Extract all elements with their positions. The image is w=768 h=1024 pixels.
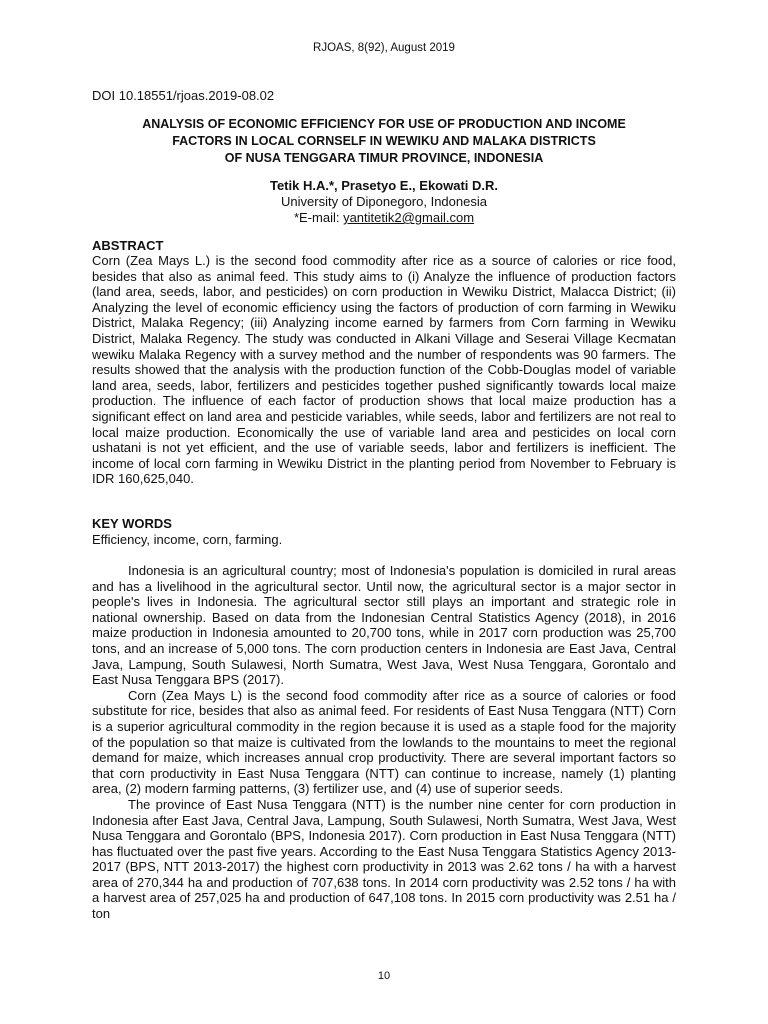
- title-line-1: ANALYSIS OF ECONOMIC EFFICIENCY FOR USE OF PRODUCTION AND INCOME: [142, 117, 626, 131]
- paper-title: [92, 116, 676, 167]
- email-label: *E-mail:: [293, 210, 344, 225]
- doi: DOI 10.18551/rjoas.2019-08.02: [92, 88, 275, 103]
- author-names: Tetik H.A.*, Prasetyo E., Ekowati D.R.: [269, 178, 499, 193]
- email-link[interactable]: yantitetik2@gmail.com: [343, 210, 475, 225]
- paragraph-3: The province of East Nusa Tenggara (NTT) is the number nine center for corn production in Indonesia after East Java, Central Java, Lampung, South Sulawesi, North Sumatra, West Java, West Nusa Tenggara and Gorontalo (BPS, Indonesia 2017). Corn production in East Nusa Tenggara (NTT) has fluctuated over the past five years. According to the East Nusa Tenggara Statistics Agency 2013-2017 (BPS, NTT 2013-2017) the highest corn productivity in 2013 was 2.62 tons / ha with a harvest area of 270,344 ha and production of 707,638 tons. In 2014 corn productivity was 2.52 tons / ha with a harvest area of 257,025 ha and production of 647,108 tons. In 2015 corn productivity was 2.51 ha / ton: [92, 796, 676, 922]
- paragraph-2: Corn (Zea Mays L) is the second food commodity after rice as a source of calories or food substitute for rice, besides that also as animal feed. For residents of East Nusa Tenggara (NTT) Corn is a superior agricultural commodity in the region because it is used as a staple food for the majority of the population so that maize is cultivated from the lowlands to the mountains to meet the regional demand for maize, which increases annual crop productivity. There are several important factors so that corn productivity in East Nusa Tenggara (NTT) can continue to increase, namely (1) planting area, (2) modern farming patterns, (3) fertilizer use, and (4) use of superior seeds.: [92, 687, 676, 797]
- paragraph-1: Indonesia is an agricultural country; most of Indonesia's population is domiciled in rural areas and has a livelihood in the agricultural sector. Until now, the agricultural sector is a major sector in people's lives in Indonesia. The agricultural sector still plays an important and strategic role in national ownership. Based on data from the Indonesian Central Statistics Agency (2018), in 2016 maize production in Indonesia amounted to 20,700 tons, while in 2017 corn production was 25,700 tons, and an increase of 5,000 tons. The corn production centers in Indonesia are East Java, Central Java, Lampung, South Sulawesi, North Sumatra, West Java, West Nusa Tenggara, Gorontalo and East Nusa Tenggara BPS (2017).: [92, 563, 676, 688]
- keywords-text: Efficiency, income, corn, farming.: [92, 532, 283, 547]
- affiliation: University of Diponegoro, Indonesia: [281, 194, 487, 209]
- journal-header: RJOAS, 8(92), August 2019: [313, 42, 455, 54]
- body-text: [92, 563, 676, 922]
- page-number: 10: [377, 970, 391, 982]
- abstract-heading: ABSTRACT: [92, 238, 164, 253]
- title-line-2: FACTORS IN LOCAL CORNSELF IN WEWIKU AND MALAKA DISTRICTS: [172, 134, 596, 148]
- keywords-heading: KEY WORDS: [92, 516, 172, 531]
- abstract-text: Corn (Zea Mays L.) is the second food commodity after rice as a source of calories or rice food, besides that also as animal feed. This study aims to (i) Analyze the influence of production factors (land area, seeds, labor, and pesticides) on corn production in Wewiku District, Malacca District; (ii) Analyzing the level of economic efficiency using the factors of production of corn farming in Wewiku District, Malaka Regency; (iii) Analyzing income earned by farmers from Corn farming in Wewiku District, Malaka Regency. The study was conducted in Alkani Village and Seserai Village Kecmatan wewiku Malaka Regency with a survey method and the number of respondents was 90 farmers. The results showed that the analysis with the production function of the Cobb-Douglas model of variable land area, seeds, labor, fertilizers and pesticides together pushed significantly towards local maize production. The influence of each factor of production shows that local maize production has a significant effect on land area and pesticide variables, while seeds, labor and fertilizers are not real to local maize production. Economically the use of variable land area and pesticides on local corn ushatani is not yet efficient, and the use of variable seeds, labor and fertilizers is inefficient. The income of local corn farming in Wewiku District in the planting period from November to February is IDR 160,625,040.: [92, 253, 676, 487]
- email-line: [92, 210, 676, 226]
- title-line-3: OF NUSA TENGGARA TIMUR PROVINCE, INDONESIA: [224, 151, 544, 165]
- author-block: [92, 178, 676, 226]
